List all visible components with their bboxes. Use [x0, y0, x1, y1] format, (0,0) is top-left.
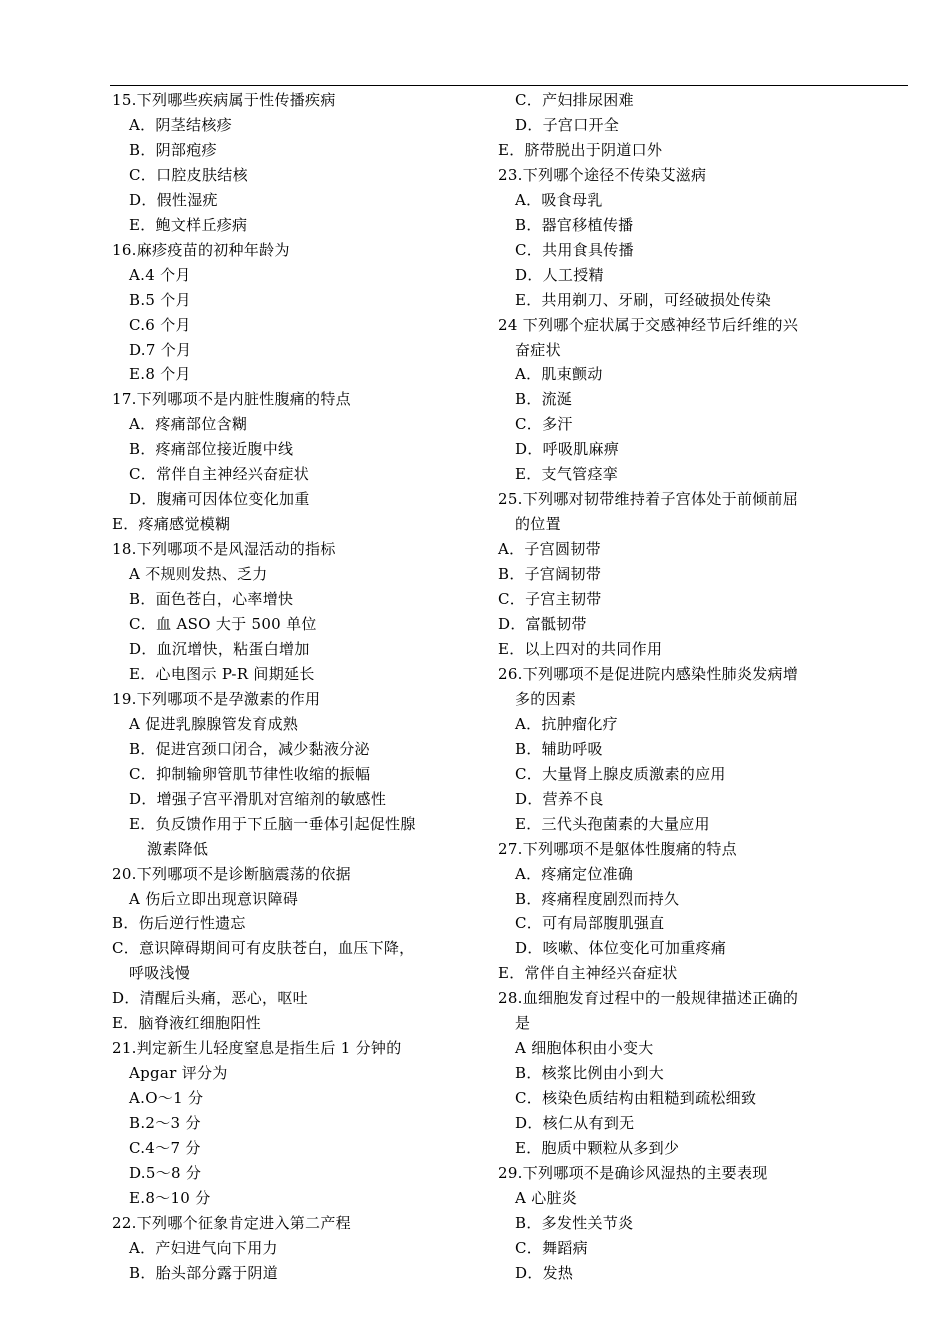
answer-option: C．血 ASO 大于 500 单位	[129, 615, 317, 634]
answer-option: D．富骶韧带	[498, 615, 587, 634]
answer-option: C．意识障碍期间可有皮肤苍白，血压下降，	[112, 939, 415, 958]
answer-option: D．发热	[515, 1263, 574, 1282]
answer-option: B．流涎	[515, 390, 573, 409]
answer-option: B．胎头部分露于阴道	[129, 1263, 279, 1282]
answer-option: A．抗肿瘤化疗	[515, 714, 618, 733]
answer-option: D．营养不良	[515, 789, 604, 808]
answer-option: C．可有局部腹肌强直	[515, 914, 665, 933]
answer-option: E．共用剃刀、牙刷，可经破损处传染	[515, 290, 772, 309]
answer-option: A．肌束颤动	[515, 365, 603, 384]
answer-option: C．口腔皮肤结核	[129, 165, 248, 184]
answer-option: A 促进乳腺腺管发育成熟	[129, 714, 299, 733]
answer-option: B．器官移植传播	[515, 215, 634, 234]
right-column	[498, 88, 878, 1286]
answer-option: C．核染色质结构由粗糙到疏松细致	[515, 1089, 757, 1108]
answer-option: A.O～1 分	[129, 1089, 204, 1108]
answer-option: A．阴茎结核疹	[129, 115, 232, 134]
line-continuation: 的位置	[515, 515, 561, 534]
answer-option: C．产妇排尿困难	[515, 91, 634, 109]
question-stem: 18.下列哪项不是风湿活动的指标	[112, 540, 336, 559]
answer-option: D.5～8 分	[129, 1163, 202, 1182]
answer-option: A.4 个月	[129, 265, 191, 284]
answer-option: A．吸食母乳	[515, 190, 603, 209]
answer-option: C．常伴自主神经兴奋症状	[129, 465, 310, 484]
question-stem: 22.下列哪个征象肯定进入第二产程	[112, 1213, 351, 1232]
answer-option: A．疼痛定位准确	[515, 864, 634, 883]
answer-option: C．多汗	[515, 415, 573, 434]
answer-option: D．腹痛可因体位变化加重	[129, 490, 310, 509]
answer-option: D．呼吸肌麻痹	[515, 440, 620, 459]
question-stem: 15.下列哪些疾病属于性传播疾病	[112, 91, 336, 109]
answer-option: A 不规则发热、乏力	[129, 565, 268, 584]
answer-option: B．子宫阔韧带	[498, 565, 602, 584]
answer-option: D．假性湿疣	[129, 190, 218, 209]
question-stem: 20.下列哪项不是诊断脑震荡的依据	[112, 864, 351, 883]
answer-option: A．疼痛部位含糊	[129, 415, 248, 434]
answer-option: B.2～3 分	[129, 1114, 201, 1133]
answer-option: B．多发性关节炎	[515, 1213, 634, 1232]
answer-option: C．舞蹈病	[515, 1238, 588, 1257]
answer-option: E．脑脊液红细胞阳性	[112, 1014, 261, 1033]
header-rule	[110, 85, 908, 86]
answer-option: E．负反馈作用于下丘脑一垂体引起促性腺	[129, 814, 416, 833]
answer-option: Apgar 评分为	[129, 1064, 228, 1083]
question-stem: 25.下列哪对韧带维持着子宫体处于前倾前屈	[498, 490, 799, 509]
line-continuation: 激素降低	[147, 839, 209, 858]
answer-option: A 心脏炎	[515, 1188, 578, 1207]
line-continuation: 奋症状	[515, 340, 561, 359]
line-continuation: 多的因素	[515, 689, 577, 708]
answer-option: D．清醒后头痛，恶心，呕吐	[112, 989, 308, 1008]
answer-option: D.7 个月	[129, 340, 192, 359]
answer-option: D．血沉增快，粘蛋白增加	[129, 639, 310, 658]
question-stem: 16.麻疹疫苗的初种年龄为	[112, 240, 290, 259]
answer-option: C.6 个月	[129, 315, 191, 334]
answer-option: B．疼痛程度剧烈而持久	[515, 889, 680, 908]
question-stem: 28.血细胞发育过程中的一般规律描述正确的	[498, 989, 799, 1008]
question-stem: 23.下列哪个途径不传染艾滋病	[498, 165, 707, 184]
question-stem: 26.下列哪项不是促进院内感染性肺炎发病增	[498, 664, 799, 683]
answer-option: B．面色苍白，心率增快	[129, 590, 294, 609]
left-column	[112, 88, 492, 1286]
answer-option: E．脐带脱出于阴道口外	[498, 140, 663, 159]
answer-option: A 伤后立即出现意识障碍	[129, 889, 299, 908]
answer-option: A．产妇进气向下用力	[129, 1238, 278, 1257]
answer-option: B．辅助呼吸	[515, 739, 603, 758]
answer-option: D．核仁从有到无	[515, 1114, 635, 1133]
answer-option: B．促进宫颈口闭合，减少黏液分泌	[129, 739, 370, 758]
answer-option: E．三代头孢菌素的大量应用	[515, 814, 710, 833]
answer-option: A．子宫圆韧带	[498, 540, 601, 559]
line-continuation: 是	[515, 1014, 531, 1033]
answer-option: B．阴部疱疹	[129, 140, 217, 159]
answer-option: E．以上四对的共同作用	[498, 639, 663, 658]
answer-option: E．常伴自主神经兴奋症状	[498, 964, 678, 983]
answer-option: C．抑制输卵管肌节律性收缩的振幅	[129, 764, 371, 783]
answer-option: C．共用食具传播	[515, 240, 634, 259]
answer-option: E．支气管痉挛	[515, 465, 619, 484]
question-stem: 29.下列哪项不是确诊风湿热的主要表现	[498, 1163, 768, 1182]
answer-option: C．子宫主韧带	[498, 590, 602, 609]
question-stem: 27.下列哪项不是躯体性腹痛的特点	[498, 839, 737, 858]
answer-option: E.8 个月	[129, 365, 191, 384]
answer-option: E．心电图示 P-R 间期延长	[129, 664, 315, 683]
question-stem: 19.下列哪项不是孕激素的作用	[112, 689, 321, 708]
answer-option: D．人工授精	[515, 265, 604, 284]
answer-option: E．疼痛感觉模糊	[112, 515, 231, 534]
question-stem: 21.判定新生儿轻度窒息是指生后 1 分钟的	[112, 1039, 402, 1058]
answer-option: B．疼痛部位接近腹中线	[129, 440, 294, 459]
answer-option: B.5 个月	[129, 290, 191, 309]
question-stem: 17.下列哪项不是内脏性腹痛的特点	[112, 390, 351, 409]
answer-option: D．增强子宫平滑肌对宫缩剂的敏感性	[129, 789, 387, 808]
answer-option: D．子宫口开全	[515, 115, 620, 134]
answer-option: C.4～7 分	[129, 1139, 201, 1158]
answer-option: C．大量肾上腺皮质激素的应用	[515, 764, 726, 783]
answer-option: A 细胞体积由小变大	[515, 1039, 654, 1058]
answer-option: B．伤后逆行性遗忘	[112, 914, 246, 933]
answer-option: E.8～10 分	[129, 1188, 211, 1207]
answer-option: B．核浆比例由小到大	[515, 1064, 665, 1083]
question-stem: 24 下列哪个症状属于交感神经节后纤维的兴	[498, 315, 799, 334]
answer-option: E．胞质中颗粒从多到少	[515, 1139, 680, 1158]
answer-option: E．鲍文样丘疹病	[129, 215, 248, 234]
line-continuation: 呼吸浅慢	[129, 964, 191, 983]
answer-option: D．咳嗽、体位变化可加重疼痛	[515, 939, 727, 958]
